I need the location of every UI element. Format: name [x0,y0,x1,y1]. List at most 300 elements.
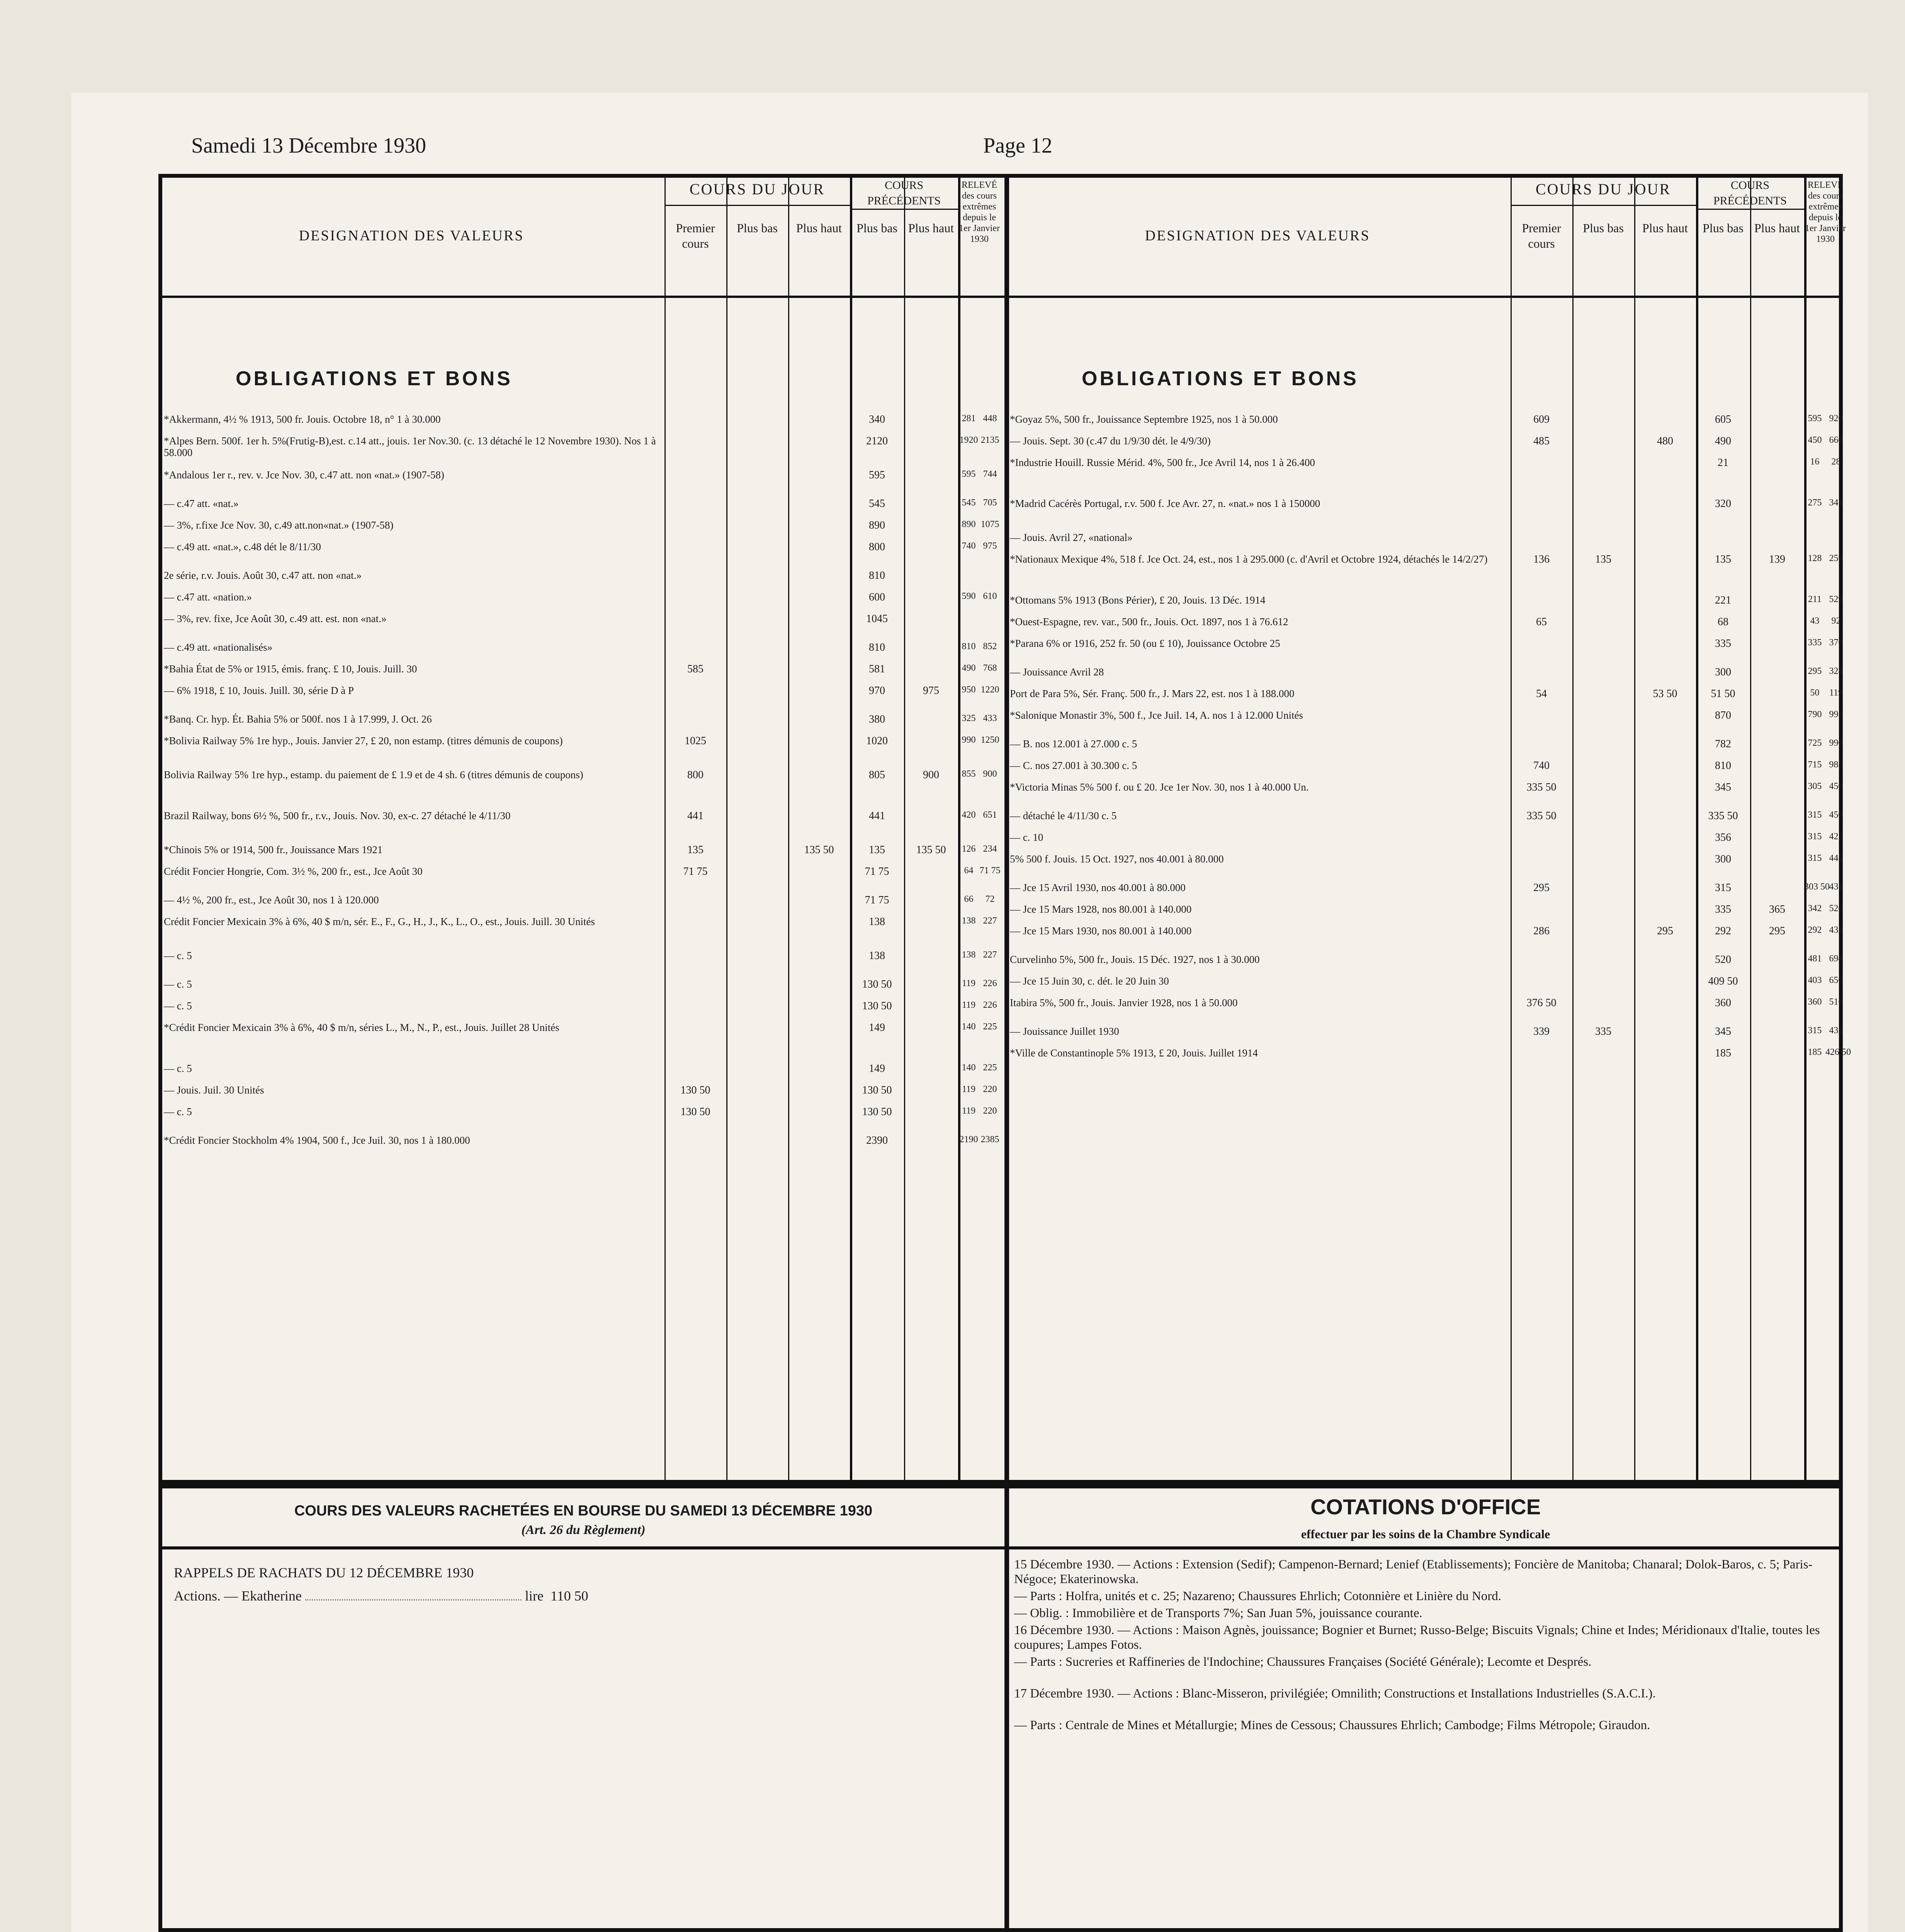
left-row-value: 1920 [959,435,978,445]
left-row-value: 72 [985,894,995,904]
right-row-value: 128 [1808,553,1822,563]
left-col-rule-3 [850,174,852,1480]
right-row-value: 136 [1533,553,1550,565]
left-row-value: 490 [962,663,976,673]
left-row-label: Brazil Railway, bons 6½ %, 500 fr., r.v., Jouis. Nov. 30, ex-c. 27 détaché le 4/11/30 [164,810,511,821]
left-row-value: 130 50 [862,978,892,990]
left-row-label: 2e série, r.v. Jouis. Août 30, c.47 att. non «nat.» [164,570,362,581]
left-row-value: 66 [964,894,974,904]
left-col-rule-1 [726,174,727,1480]
right-row-label: Itabira 5%, 500 fr., Jouis. Janvier 1928, nos 1 à 50.000 [1010,997,1238,1009]
right-row-value: 211 [1808,594,1822,604]
right-row-label: *Ville de Constantinople 5% 1913, £ 20, Jouis. Juillet 1914 [1010,1047,1258,1059]
left-row-value: 281 [962,413,976,423]
rachats-cotations-block [158,1484,1843,1932]
header-page-number: Page 12 [983,134,1052,158]
left-row-value: 900 [983,769,997,779]
right-row-value: 660 [1829,435,1843,445]
left-row-value: 71 75 [865,894,889,906]
left-row-value: 585 [687,663,704,675]
left-row-value: 226 [983,978,997,988]
right-row-value: 432 [1829,925,1843,935]
left-col-rule-2 [788,174,789,1480]
right-row-value: 609 [1533,413,1550,425]
right-row-label: Port de Para 5%, Sér. Franç. 500 fr., J. Mars 22, est. nos 1 à 188.000 [1010,688,1295,699]
left-row-label: — c. 5 [164,1063,192,1074]
right-row-label: — C. nos 27.001 à 30.300 c. 5 [1010,760,1137,771]
left-row-value: 651 [983,810,997,820]
right-row-value: 320 [1715,498,1731,510]
cotations-title: COTATIONS D'OFFICE [1310,1495,1541,1519]
right-row-value: 427 [1829,832,1843,842]
left-row-label: — c.49 att. «nationalisés» [164,641,273,653]
rappels-rachats-heading: RAPPELS DE RACHATS DU 12 DÉCEMBRE 1930 [174,1565,474,1580]
left-row-value: 225 [983,1022,997,1032]
left-head-designation: DESIGNATION DES VALEURS [299,228,524,244]
right-head-cours-jour: COURS DU JOUR [1535,180,1671,198]
right-row-value: 345 [1715,1026,1731,1037]
left-row-value: 890 [869,519,885,531]
right-col-rule-0 [1511,174,1512,1480]
right-row-value: 520 [1829,903,1843,913]
cotation-line: — Parts : Holfra, unités et c. 25; Nazareno; Chaussures Ehrlich; Cotonnière et Linière du Nord. [1014,1589,1501,1603]
left-row-label: — 6% 1918, £ 10, Jouis. Juill. 30, série D à P [164,685,354,696]
right-row-value: 50 [1810,688,1820,698]
right-row-value: 295 [1808,666,1822,676]
right-row-value: 345 [1715,781,1731,793]
right-col-rule-3 [1696,174,1698,1480]
right-row-value: 445 [1829,853,1843,863]
cotation-line: — Parts : Centrale de Mines et Métallurgie; Mines de Cessous; Chaussures Ehrlich; Cambodge; Films Métropole; Giraudon. [1014,1718,1650,1732]
right-row-value: 303 50 [1804,882,1830,892]
left-row-value: 130 50 [862,1000,892,1012]
right-row-label: — B. nos 12.001 à 27.000 c. 5 [1010,738,1137,750]
right-row-value: 432 [1829,1026,1843,1036]
left-row-value: 590 [962,591,976,601]
right-row-value: 920 [1829,413,1843,423]
right-section-title: OBLIGATIONS ET BONS [1082,367,1359,390]
left-head-plus-bas: Plus bas [737,221,778,235]
left-row-label: — 4½ %, 200 fr., est., Jce Août 30, nos 1 à 120.000 [164,894,379,906]
left-row-value: 975 [923,685,939,697]
right-row-value: 335 50 [1526,781,1557,793]
right-row-value: 870 [1715,709,1731,721]
cotation-line: — Parts : Sucreries et Raffineries de l'Indochine; Chaussures Françaises (Société Générale); Lecomte et Després. [1014,1655,1592,1669]
right-row-label: *Industrie Houill. Russie Mérid. 4%, 500 fr., Jce Avril 14, nos 1 à 26.400 [1010,457,1315,468]
right-row-value: 119 [1829,688,1843,698]
left-row-value: 119 [962,978,976,988]
right-row-value: 139 [1769,553,1785,565]
left-row-value: 138 [869,950,885,962]
right-row-value: 300 [1715,853,1731,865]
right-head-subrule-2 [1696,209,1804,210]
left-row-value: 135 50 [804,844,834,856]
right-row-label: *Salonique Monastir 3%, 500 f., Jce Juil. 14, A. nos 1 à 12.000 Unités [1010,709,1303,721]
right-row-value: 53 50 [1653,688,1677,700]
right-row-value: 335 [1808,638,1822,648]
left-row-value: 800 [687,769,704,781]
right-row-label: — Jouissance Avril 28 [1010,666,1104,678]
left-row-value: 581 [869,663,885,675]
right-row-label: — Jouis. Sept. 30 (c.47 du 1/9/30 dét. le 4/9/30) [1010,435,1211,447]
right-row-value: 315 [1808,810,1822,820]
left-row-value: 740 [962,541,976,551]
right-row-value: 810 [1715,760,1731,772]
header-date: Samedi 13 Décembre 1930 [191,134,427,158]
right-row-value: 92 [1831,616,1841,626]
left-row-value: 420 [962,810,976,820]
right-row-value: 335 [1715,638,1731,650]
left-row-value: 970 [869,685,885,697]
rachat-value: 110 50 [550,1588,588,1604]
block-divider [1004,1488,1009,1929]
left-row-value: 805 [869,769,885,781]
right-row-value: 300 [1715,666,1731,678]
right-row-label: *Victoria Minas 5% 500 f. ou £ 20. Jce 1er Nov. 30, nos 1 à 40.000 Un. [1010,781,1309,793]
right-head-prec-haut: Plus haut [1754,221,1800,235]
right-row-value: 360 [1715,997,1731,1009]
cotation-line: 17 Décembre 1930. — Actions : Blanc-Misseron, privilégiée; Omnilith; Constructions et Installations Industrielles (S.A.C.I.). [1014,1687,1656,1701]
left-row-value: 119 [962,1106,976,1116]
left-row-value: 225 [983,1063,997,1073]
right-col-rule-1 [1572,174,1574,1480]
right-row-value: 485 [1533,435,1550,447]
left-row-label: — c.47 att. «nat.» [164,498,239,509]
right-row-value: 740 [1533,760,1550,772]
left-col-rule-0 [664,174,666,1480]
left-row-value: 140 [962,1063,976,1073]
right-row-value: 990 [1829,738,1843,748]
right-row-value: 135 [1595,553,1611,565]
left-row-label: *Bahia État de 5% or 1915, émis. franç. £ 10, Jouis. Juill. 30 [164,663,417,675]
left-row-value: 138 [962,916,976,926]
cotations-rule [1008,1546,1839,1549]
right-row-value: 403 [1808,975,1822,985]
left-row-label: *Crédit Foncier Mexicain 3% à 6%, 40 $ m/n, séries L., M., N., P., est., Jouis. Juillet 28 Unités [164,1022,559,1033]
left-row-value: 2390 [866,1134,888,1146]
left-row-value: 855 [962,769,976,779]
right-row-value: 51 50 [1711,688,1735,700]
right-row-value: 315 [1808,853,1822,863]
right-row-value: 480 [1657,435,1673,447]
left-row-value: 900 [923,769,939,781]
left-row-label: *Alpes Bern. 500f. 1er h. 5%(Frutig-B),est. c.14 att., jouis. 1er Nov.30. (c. 13 détaché le 12 Novembre 1930). Nos 1 à 58.000 [164,435,656,458]
left-row-value: 220 [983,1084,997,1094]
left-row-value: 595 [869,469,885,481]
left-row-value: 149 [869,1022,885,1034]
right-row-value: 292 [1808,925,1822,935]
left-row-label: *Banq. Cr. hyp. Ét. Bahia 5% or 500f. nos 1 à 17.999, J. Oct. 26 [164,713,432,725]
left-row-value: 890 [962,519,976,529]
left-row-value: 71 75 [979,866,1001,876]
left-row-value: 545 [869,498,885,510]
right-row-value: 376 50 [1526,997,1557,1009]
right-head-precedents: COURS PRÉCÉDENTS [1713,179,1787,207]
right-row-value: 335 [1595,1026,1611,1037]
right-row-value: 360 [1808,997,1822,1007]
left-row-value: 138 [962,950,976,960]
left-row-value: 220 [983,1106,997,1116]
left-row-label: *Akkermann, 4½ % 1913, 500 fr. Jouis. Octobre 18, n° 1 à 30.000 [164,413,441,425]
right-row-value: 292 [1715,925,1731,937]
right-row-value: 286 [1533,925,1550,937]
right-row-value: 409 50 [1708,975,1738,987]
right-row-value: 650 [1829,975,1843,985]
right-row-value: 68 [1718,616,1728,628]
left-row-value: 227 [983,950,997,960]
left-row-value: 1020 [866,735,888,747]
right-row-value: 305 [1808,781,1822,791]
right-head-plus-bas: Plus bas [1583,221,1624,235]
page-header [191,133,1748,168]
right-row-value: 43 [1810,616,1820,626]
left-row-value: 126 [962,844,976,854]
left-section-title: OBLIGATIONS ET BONS [236,367,513,390]
left-row-value: 705 [983,498,997,508]
right-row-label: *Madrid Cacérès Portugal, r.v. 500 f. Jce Avr. 27, n. «nat.» nos 1 à 150000 [1010,498,1320,509]
left-row-value: 744 [983,469,997,479]
cotation-line: — Oblig. : Immobilière et de Transports 7%; San Juan 5%, jouissance courante. [1014,1606,1422,1620]
left-row-value: 1220 [981,685,999,695]
left-row-value: 130 50 [680,1106,710,1118]
rachat-line [174,1589,588,1603]
right-row-value: 335 [1715,903,1731,915]
right-row-label: — Jce 15 Juin 30, c. dét. le 20 Juin 30 [1010,975,1169,987]
left-row-value: 800 [869,541,885,553]
center-divider [1004,178,1009,1480]
right-row-value: 342 [1808,903,1822,913]
left-row-value: 71 75 [683,866,708,878]
right-row-value: 516 [1829,997,1843,1007]
left-head-releve: RELEVÉ des cours extrêmes depuis le 1er Janvier 1930 [959,180,1000,244]
right-row-value: 426 50 [1825,1047,1851,1057]
left-row-value: 140 [962,1022,976,1032]
left-row-label: Crédit Foncier Mexicain 3% à 6%, 40 $ m/n, sér. E., F., G., H., J., K., L., O., est., Jouis. Juill. 30 Unités [164,916,595,927]
right-row-value: 185 [1808,1047,1822,1057]
right-row-label: *Ouest-Espagne, rev. var., 500 fr., Jouis. Oct. 1897, nos 1 à 76.612 [1010,616,1288,628]
right-row-value: 335 50 [1526,810,1557,822]
left-row-value: 149 [869,1063,885,1075]
left-head-prec-haut: Plus haut [908,221,954,235]
right-row-label: *Goyaz 5%, 500 fr., Jouissance Septembre 1925, nos 1 à 50.000 [1010,413,1278,425]
right-row-value: 983 [1829,760,1843,770]
left-row-value: 1250 [981,735,999,745]
left-row-value: 950 [962,685,976,695]
left-row-label: Crédit Foncier Hongrie, Com. 3½ %, 200 fr., est., Jce Août 30 [164,866,423,877]
left-row-value: 441 [869,810,885,822]
right-row-label: — Jce 15 Avril 1930, nos 40.001 à 80.000 [1010,882,1186,893]
left-row-value: 226 [983,1000,997,1010]
right-row-value: 295 [1657,925,1673,937]
right-row-value: 715 [1808,760,1822,770]
left-row-value: 71 75 [865,866,889,878]
left-row-label: — Jouis. Juil. 30 Unités [164,1084,264,1096]
left-row-label: — c. 5 [164,950,192,961]
left-row-value: 130 50 [862,1084,892,1096]
right-col-rule-5 [1804,174,1806,1480]
left-row-value: 610 [983,591,997,601]
right-row-value: 450 [1829,810,1843,820]
left-row-value: 64 [964,866,974,876]
right-row-value: 356 [1715,832,1731,844]
right-row-value: 28 [1831,457,1841,467]
left-row-label: — c. 5 [164,978,192,990]
left-row-value: 810 [869,641,885,653]
right-head-plus-haut: Plus haut [1642,221,1688,235]
left-row-value: 325 [962,713,976,723]
right-row-value: 595 [1808,413,1822,423]
left-row-label: — c. 5 [164,1000,192,1012]
left-row-value: 600 [869,591,885,603]
left-row-value: 990 [962,735,976,745]
right-row-label: *Parana 6% or 1916, 252 fr. 50 (ou £ 10), Jouissance Octobre 25 [1010,638,1280,649]
left-col-rule-5 [958,174,960,1480]
right-row-value: 450 [1829,781,1843,791]
left-row-value: 545 [962,498,976,508]
left-row-value: 768 [983,663,997,673]
left-col-rule-4 [904,174,905,1480]
right-row-label: — c. 10 [1010,832,1043,843]
left-row-value: 810 [962,641,976,651]
left-row-value: 1025 [685,735,706,747]
left-row-value: 1075 [981,519,999,529]
right-row-value: 365 [1769,903,1785,915]
left-row-value: 119 [962,1000,976,1010]
right-row-value: 315 [1808,1026,1822,1036]
rachetees-subtitle: (Art. 26 du Règlement) [521,1523,646,1537]
right-row-value: 65 [1536,616,1547,628]
left-head-premier: Premier cours [676,221,715,250]
right-row-value: 324 [1829,666,1843,676]
left-row-label: *Crédit Foncier Stockholm 4% 1904, 500 f., Jce Juil. 30, nos 1 à 180.000 [164,1134,470,1146]
left-head-plus-haut: Plus haut [796,221,842,235]
right-col-rule-2 [1634,174,1635,1480]
left-row-label: *Chinois 5% or 1914, 500 fr., Jouissance Mars 1921 [164,844,383,855]
left-row-value: 448 [983,413,997,423]
right-row-value: 295 [1533,882,1550,894]
right-row-value: 992 [1829,709,1843,719]
left-row-value: 433 [983,713,997,723]
left-row-value: 130 50 [680,1084,710,1096]
cotation-line: 16 Décembre 1930. — Actions : Maison Agnès, jouissance; Bognier et Burnet; Russo-Belge; Biscuits Vignals; Chine et Indes; Méridionaux d'Italie, toutes les coupures; Lampes Fotos. [1014,1623,1820,1652]
left-row-value: 227 [983,916,997,926]
right-head-releve: RELEVÉ des cours extrêmes depuis le 1er Janvier 1930 [1805,180,1846,244]
rachat-unit: lire [525,1588,544,1604]
cotation-line: 15 Décembre 1930. — Actions : Extension (Sedif); Campenon-Bernard; Lenief (Etablissements); Foncière de Manitoba; Chanaral; Dolok-Baros, c. 5; Paris-Négoce; Ekaterinowska. [1014,1558,1813,1586]
right-col-rule-4 [1750,174,1751,1480]
left-row-label: — 3%, r.fixe Jce Nov. 30, c.49 att.non«nat.» (1907-58) [164,519,394,531]
right-row-value: 782 [1715,738,1731,750]
header-rule [162,296,1839,298]
right-row-value: 341 [1829,498,1843,508]
left-row-value: 2385 [981,1134,999,1145]
right-head-designation: DESIGNATION DES VALEURS [1145,228,1370,244]
right-row-value: 335 50 [1708,810,1738,822]
right-row-value: 135 [1715,553,1731,565]
right-row-value: 21 [1718,457,1728,469]
left-row-value: 380 [869,713,885,725]
left-row-value: 810 [869,570,885,582]
left-row-label: — 3%, rev. fixe, Jce Août 30, c.49 att. est. non «nat.» [164,613,387,624]
right-row-value: 790 [1808,709,1822,719]
left-row-value: 2190 [959,1134,978,1145]
right-row-label: *Nationaux Mexique 4%, 518 f. Jce Oct. 24, est., nos 1 à 295.000 (c. d'Avril et Octobre 1924, détachés le 14/2/27) [1010,553,1488,565]
right-row-value: 54 [1536,688,1547,700]
right-row-label: — Jce 15 Mars 1928, nos 80.001 à 140.000 [1010,903,1192,915]
left-row-value: 975 [983,541,997,551]
right-row-value: 520 [1715,954,1731,966]
newspaper-page [71,93,1868,1932]
left-head-cours-jour: COURS DU JOUR [689,180,825,198]
left-row-label: *Bolivia Railway 5% 1re hyp., Jouis. Janvier 27, £ 20, non estamp. (titres démunis de coupons) [164,735,563,747]
rachetees-title: COURS DES VALEURS RACHETÉES EN BOURSE DU SAMEDI 13 DÉCEMBRE 1930 [294,1503,873,1519]
right-row-value: 259 [1829,553,1843,563]
left-row-value: 135 50 [916,844,946,856]
rachat-label: Actions. — Ekatherine [174,1588,302,1604]
right-row-label: — détaché le 4/11/30 c. 5 [1010,810,1117,821]
right-head-subrule [1511,205,1696,206]
right-row-label: — Jouissance Juillet 1930 [1010,1026,1119,1037]
right-row-value: 694 [1829,954,1843,964]
left-row-value: 852 [983,641,997,651]
right-row-value: 275 [1808,498,1822,508]
left-row-value: 2120 [866,435,888,447]
right-head-prec-bas: Plus bas [1703,221,1744,235]
rachetees-rule [162,1546,1004,1549]
right-row-value: 529 [1829,594,1843,604]
left-row-label: *Andalous 1er r., rev. v. Jce Nov. 30, c.47 att. non «nat.» (1907-58) [164,469,444,481]
left-row-value: 130 50 [862,1106,892,1118]
right-row-label: 5% 500 f. Jouis. 15 Oct. 1927, nos 40.001 à 80.000 [1010,853,1224,865]
right-row-value: 315 [1808,832,1822,842]
cotations-subtitle: effectuer par les soins de la Chambre Syndicale [1301,1527,1550,1541]
left-row-label: — c.47 att. «nation.» [164,591,252,603]
right-row-value: 431 [1829,882,1843,892]
right-row-value: 605 [1715,413,1731,425]
right-row-value: 315 [1715,882,1731,894]
left-row-value: 119 [962,1084,976,1094]
right-row-value: 295 [1769,925,1785,937]
left-row-label: — c. 5 [164,1106,192,1117]
left-row-value: 138 [869,916,885,928]
left-row-value: 135 [869,844,885,856]
right-row-value: 185 [1715,1047,1731,1059]
left-row-label: — c.49 att. «nat.», c.48 dét le 8/11/30 [164,541,321,553]
right-row-value: 490 [1715,435,1731,447]
right-row-value: 16 [1810,457,1820,467]
right-row-value: 370 [1829,638,1843,648]
left-row-value: 2135 [981,435,999,445]
left-row-value: 234 [983,844,997,854]
left-head-prec-bas: Plus bas [856,221,897,235]
right-row-value: 450 [1808,435,1822,445]
left-row-value: 595 [962,469,976,479]
right-row-value: 481 [1808,954,1822,964]
left-head-subrule [664,205,850,206]
left-row-value: 135 [687,844,704,856]
left-head-precedents: COURS PRÉCÉDENTS [867,179,941,207]
right-row-label: Curvelinho 5%, 500 fr., Jouis. 15 Déc. 1927, nos 1 à 30.000 [1010,954,1260,965]
right-row-value: 221 [1715,594,1731,606]
left-row-value: 441 [687,810,704,822]
right-head-premier: Premier cours [1522,221,1561,250]
right-row-label: — Jouis. Avril 27, «national» [1010,532,1133,543]
right-row-label: — Jce 15 Mars 1930, nos 80.001 à 140.000 [1010,925,1192,937]
right-row-label: *Ottomans 5% 1913 (Bons Périer), £ 20, Jouis. 13 Déc. 1914 [1010,594,1266,606]
right-row-value: 725 [1808,738,1822,748]
left-row-value: 340 [869,413,885,425]
left-row-label: Bolivia Railway 5% 1re hyp., estamp. du paiement de £ 1.9 et de 4 sh. 6 (titres démunis de coupons) [164,769,583,781]
